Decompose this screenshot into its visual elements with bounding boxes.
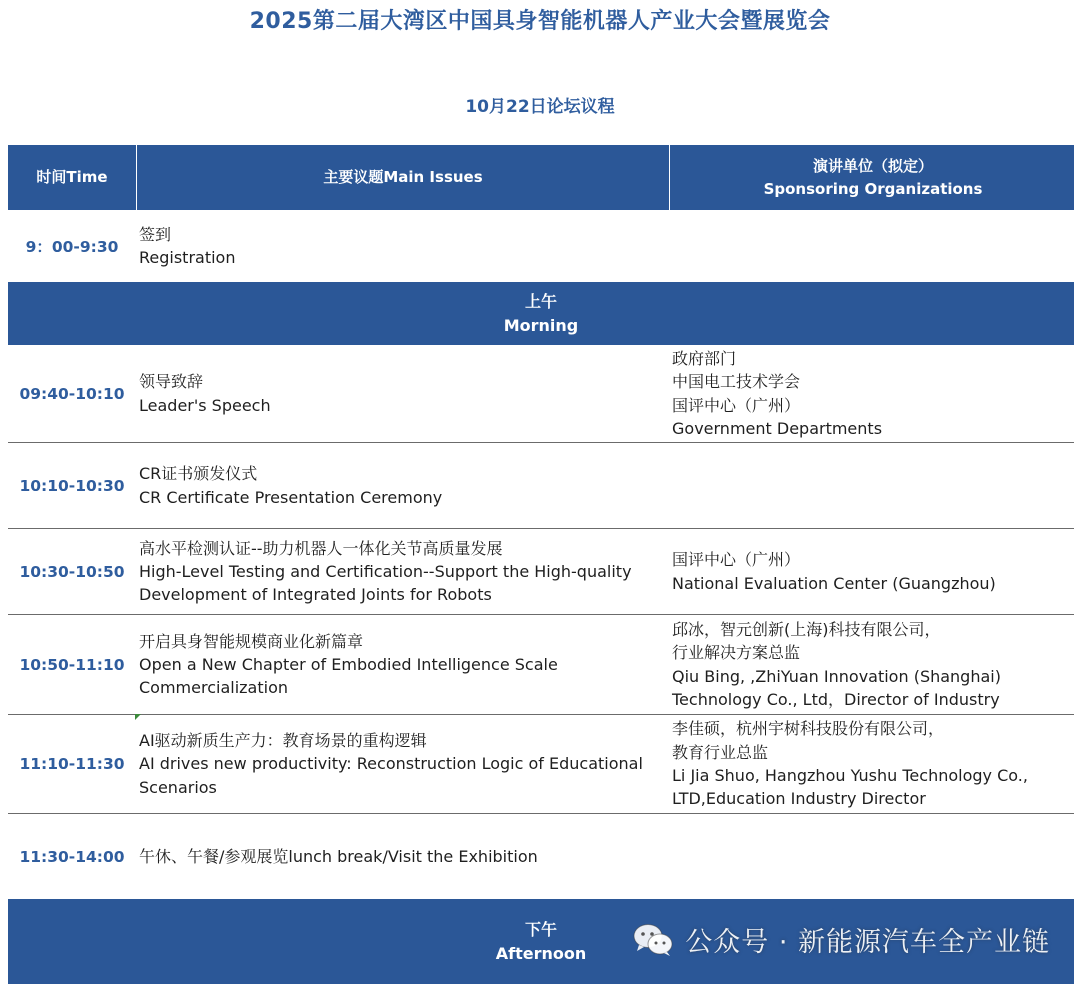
row-issue <box>136 370 668 417</box>
table-row <box>8 814 1074 899</box>
row-issue <box>136 729 668 799</box>
issue-line: Registration <box>139 248 236 267</box>
row-time: 9：00-9:30 <box>25 238 119 256</box>
table-row <box>8 443 1074 529</box>
header-org <box>670 145 1076 210</box>
section-label-cn: 上午 <box>524 291 557 311</box>
row-time: 09:40-10:10 <box>19 384 125 403</box>
issue-line: AI drives new productivity: Reconstruction Logic of Educational <box>139 754 643 774</box>
wechat-icon <box>633 923 673 957</box>
header-time-label: 时间Time <box>36 168 108 186</box>
header-org-label-en: Sponsoring Organizations <box>763 179 983 198</box>
watermark <box>633 920 1050 959</box>
org-line: 邱冰，智元创新(上海)科技有限公司， <box>672 619 941 639</box>
row-time: 10:50-11:10 <box>19 655 125 674</box>
issue-line: 签到 <box>139 224 172 244</box>
header-org-label-cn: 演讲单位（拟定） <box>812 156 933 175</box>
row-time: 11:30-14:00 <box>19 847 125 866</box>
table-row <box>8 615 1074 715</box>
page-title: 2025第二届大湾区中国具身智能机器人产业大会暨展览会 <box>249 9 831 34</box>
table-row <box>8 529 1074 615</box>
header-issue-label: 主要议题Main Issues <box>323 168 483 186</box>
header-time <box>8 145 137 210</box>
watermark-text: 公众号 · 新能源汽车全产业链 <box>685 927 1050 958</box>
table-row <box>8 210 1074 282</box>
section-morning <box>8 282 1074 345</box>
row-issue <box>136 630 668 700</box>
agenda-date-subtitle: 10月22日论坛议程 <box>465 97 615 117</box>
issue-line: Leader's Speech <box>139 395 271 415</box>
header-issue <box>137 145 670 210</box>
row-org <box>668 347 1074 440</box>
org-line: 政府部门 <box>672 348 737 368</box>
row-time: 10:30-10:50 <box>19 562 125 581</box>
issue-line: High-Level Testing and Certification--Support the High-quality <box>139 561 632 581</box>
issue-line: Scenarios <box>139 777 217 797</box>
agenda-table <box>8 145 1074 984</box>
org-line: LTD,Education Industry Director <box>672 789 926 809</box>
org-line: Li Jia Shuo, Hangzhou Yushu Technology Co., <box>672 766 1028 785</box>
issue-line: CR Certificate Presentation Ceremony <box>139 487 443 507</box>
issue-line: 领导致辞 <box>139 372 204 392</box>
row-org <box>668 548 1074 595</box>
row-issue <box>136 845 1074 868</box>
org-line: Qiu Bing, ,ZhiYuan Innovation (Shanghai) <box>672 666 1001 686</box>
row-time: 11:10-11:30 <box>19 755 125 773</box>
table-header <box>8 145 1074 210</box>
org-line: 中国电工技术学会 <box>672 372 801 392</box>
row-org <box>668 618 1074 711</box>
row-time: 10:10-10:30 <box>19 476 125 495</box>
issue-line: Open a New Chapter of Embodied Intelligence Scale <box>139 654 558 674</box>
issue-line: CR证书颁发仪式 <box>139 464 258 484</box>
issue-line: 开启具身智能规模商业化新篇章 <box>139 631 364 651</box>
section-label-en: Afternoon <box>495 943 587 963</box>
org-line: Government Departments <box>672 418 883 438</box>
org-line: 国评中心（广州） <box>672 550 801 570</box>
issue-line: Commercialization <box>139 678 288 698</box>
row-issue <box>136 462 668 509</box>
issue-line: Development of Integrated Joints for Robots <box>139 585 492 605</box>
table-row <box>8 345 1074 443</box>
org-line: National Evaluation Center (Guangzhou) <box>672 573 996 593</box>
row-org <box>668 717 1074 810</box>
org-line: 教育行业总监 <box>672 742 769 762</box>
issue-line: AI驱动新质生产力：教育场景的重构逻辑 <box>139 731 427 751</box>
table-row <box>8 715 1074 814</box>
issue-line: 高水平检测认证--助力机器人一体化关节高质量发展 <box>139 538 503 558</box>
org-line: 行业解决方案总监 <box>672 643 801 663</box>
row-issue <box>136 537 668 607</box>
cell-comment-marker <box>135 714 141 720</box>
org-line: 李佳硕，杭州宇树科技股份有限公司， <box>672 719 945 739</box>
row-issue <box>136 223 668 270</box>
org-line: 国评中心（广州） <box>672 395 801 415</box>
section-label-cn: 下午 <box>524 919 557 939</box>
section-label-en: Morning <box>503 315 579 335</box>
issue-line: 午休、午餐/参观展览lunch break/Visit the Exhibition <box>139 846 538 866</box>
org-line: Technology Co., Ltd，Director of Industry <box>672 689 1000 709</box>
